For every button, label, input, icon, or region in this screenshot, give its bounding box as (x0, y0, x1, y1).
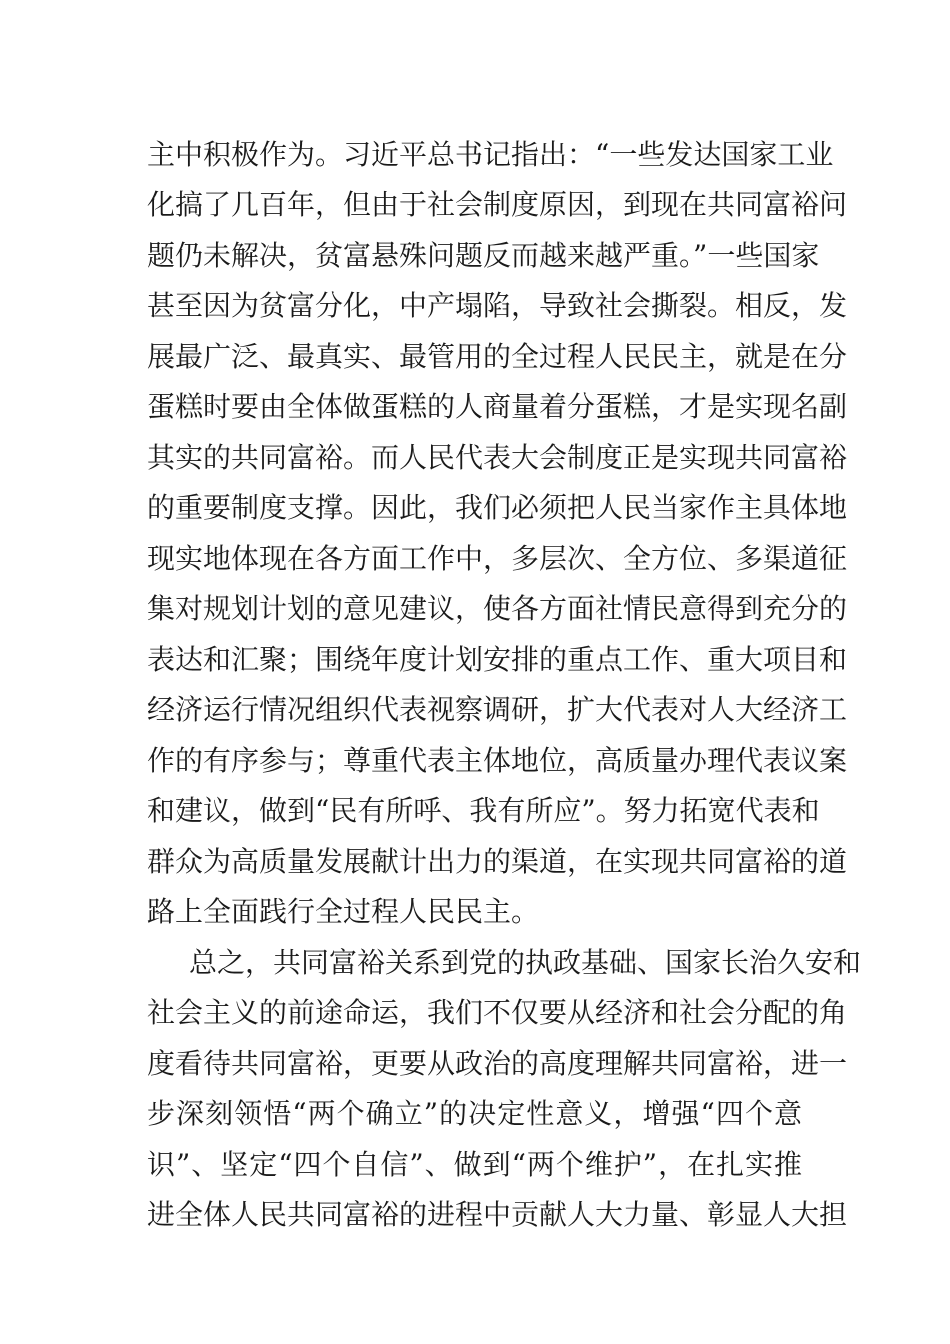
text-line: 集对规划计划的意见建议，使各方面社情民意得到充分的 (147, 592, 848, 625)
text-line: 和建议，做到“民有所呼、我有所应”。努力拓宽代表和 (147, 794, 820, 827)
text-line: 作的有序参与；尊重代表主体地位，高质量办理代表议案 (147, 744, 848, 777)
text-line: 题仍未解决，贫富悬殊问题反而越来越严重。”一些国家 (147, 239, 820, 272)
text-line: 的重要制度支撑。因此，我们必须把人民当家作主具体地 (147, 491, 848, 524)
text-line: 蛋糕时要由全体做蛋糕的人商量着分蛋糕，才是实现名副 (147, 390, 848, 423)
text-line: 社会主义的前途命运，我们不仅要从经济和社会分配的角 (147, 996, 848, 1029)
text-line: 群众为高质量发展献计出力的渠道，在实现共同富裕的道 (147, 845, 848, 878)
text-line: 度看待共同富裕，更要从政治的高度理解共同富裕，进一 (147, 1047, 848, 1080)
text-line: 主中积极作为。习近平总书记指出：“一些发达国家工业 (147, 138, 834, 171)
text-line: 路上全面践行全过程人民民主。 (147, 895, 540, 928)
text-line: 总之，共同富裕关系到党的执政基础、国家长治久安和 (189, 946, 862, 979)
text-line: 展最广泛、最真实、最管用的全过程人民民主，就是在分 (147, 340, 848, 373)
text-line: 其实的共同富裕。而人民代表大会制度正是实现共同富裕 (147, 441, 848, 474)
text-line: 现实地体现在各方面工作中，多层次、全方位、多渠道征 (147, 542, 848, 575)
text-line: 表达和汇聚；围绕年度计划安排的重点工作、重大项目和 (147, 643, 848, 676)
text-line: 步深刻领悟“两个确立”的决定性意义，增强“四个意 (147, 1097, 802, 1130)
text-line: 经济运行情况组织代表视察调研，扩大代表对人大经济工 (147, 693, 848, 726)
text-line: 化搞了几百年，但由于社会制度原因，到现在共同富裕问 (147, 188, 848, 221)
text-line: 甚至因为贫富分化，中产塌陷，导致社会撕裂。相反，发 (147, 289, 848, 322)
text-line: 进全体人民共同富裕的进程中贡献人大力量、彰显人大担 (147, 1198, 848, 1231)
text-line: 识”、坚定“四个自信”、做到“两个维护”，在扎实推 (147, 1148, 802, 1181)
